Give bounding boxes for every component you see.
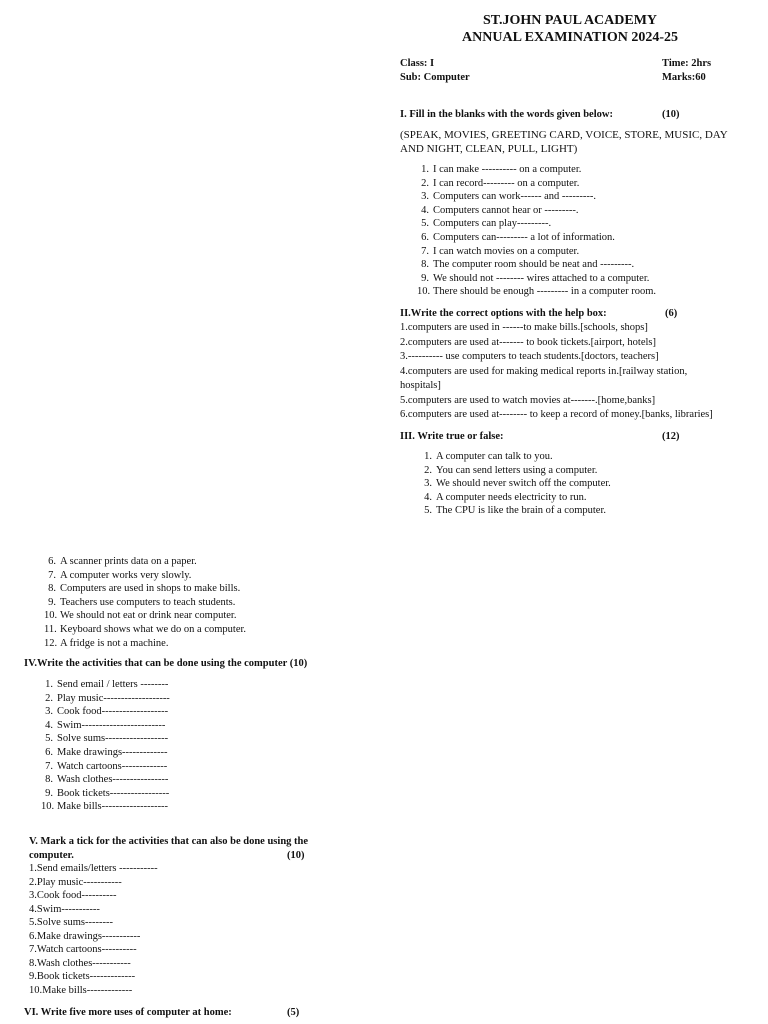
list-item: 5.computers are used to watch movies at-------.[home,banks] bbox=[400, 394, 656, 406]
list-item: 8. The computer room should be neat and ---------. bbox=[421, 259, 635, 271]
section5-heading: V. Mark a tick for the activities that can also be done using the bbox=[29, 836, 309, 847]
list-item: 6.Make drawings----------- bbox=[29, 930, 141, 942]
school-name: ST.JOHN PAUL ACADEMY bbox=[482, 13, 658, 28]
list-item: 7.Watch cartoons---------- bbox=[29, 944, 137, 955]
list-item: 7. A computer works very slowly. bbox=[48, 569, 192, 581]
list-item: 9. Teachers use computers to teach students. bbox=[48, 596, 236, 608]
list-item: 6. A scanner prints data on a paper. bbox=[48, 556, 197, 567]
list-item: 3.---------- use computers to teach students.[doctors, teachers] bbox=[400, 351, 659, 362]
list-item: 5. The CPU is like the brain of a computer. bbox=[424, 505, 607, 517]
list-item: 3. Cook food------------------- bbox=[45, 706, 169, 718]
list-item: 2.computers are used at------- to book tickets.[airport, hotels] bbox=[400, 336, 656, 348]
list-item: 2. Play music------------------- bbox=[45, 692, 170, 704]
section2-list bbox=[400, 321, 713, 423]
list-item: 3. Computers can work------ and ---------. bbox=[421, 191, 596, 203]
section5-list bbox=[29, 862, 158, 997]
list-item: 3.Cook food---------- bbox=[29, 890, 117, 901]
section3-marks: (12) bbox=[662, 431, 680, 442]
list-item: 6. Computers can--------- a lot of information. bbox=[421, 231, 615, 243]
list-item: 7. I can watch movies on a computer. bbox=[421, 245, 580, 257]
list-item: 1.computers are used in ------to make bills.[schools, shops] bbox=[400, 322, 648, 333]
list-item: 1. Send email / letters -------- bbox=[45, 679, 169, 690]
section3-heading: III. Write true or false: bbox=[400, 431, 504, 442]
section6-marks: (5) bbox=[287, 1007, 300, 1018]
list-item: 10.Make bills------------- bbox=[29, 984, 133, 996]
section2-marks: (6) bbox=[665, 308, 678, 319]
section1-heading: I. Fill in the blanks with the words given below: bbox=[400, 109, 613, 120]
section2-heading: II.Write the correct options with the help box: bbox=[400, 308, 607, 319]
section1-marks: (10) bbox=[662, 109, 680, 120]
exam-title: ANNUAL EXAMINATION 2024-25 bbox=[462, 30, 678, 45]
list-item: 2. You can send letters using a computer. bbox=[424, 464, 598, 476]
list-item: 4. Swim------------------------ bbox=[45, 719, 166, 731]
section3-list-a bbox=[420, 450, 611, 518]
section5-heading-cont: computer. bbox=[29, 850, 74, 861]
list-item: 10. There should be enough --------- in a computer room. bbox=[417, 286, 657, 298]
list-item: 6. Make drawings------------- bbox=[45, 746, 168, 758]
list-item: 10. Make bills------------------- bbox=[41, 801, 169, 813]
class-label: Class: I bbox=[400, 58, 435, 69]
list-item: 8. Computers are used in shops to make bills. bbox=[48, 583, 241, 595]
list-item: 7. Watch cartoons------------- bbox=[45, 760, 168, 772]
list-item: hospitals] bbox=[400, 380, 441, 391]
list-item: 4.computers are used for making medical reports in.[railway station, bbox=[400, 365, 688, 377]
list-item: 1. A computer can talk to you. bbox=[424, 451, 553, 462]
marks-label: Marks:60 bbox=[662, 72, 706, 83]
section1-list bbox=[417, 163, 656, 299]
list-item: 5. Computers can play---------. bbox=[421, 218, 552, 230]
list-item: 3. We should never switch off the computer. bbox=[424, 478, 611, 490]
list-item: 9. We should not -------- wires attached to a computer. bbox=[421, 272, 650, 284]
list-item: 8. Wash clothes---------------- bbox=[45, 774, 169, 786]
list-item: 12. A fridge is not a machine. bbox=[44, 637, 169, 649]
list-item: 9. Book tickets----------------- bbox=[45, 787, 170, 799]
word-bank-line-2: AND NIGHT, CLEAN, PULL, LIGHT) bbox=[400, 143, 578, 155]
list-item: 5.Solve sums-------- bbox=[29, 917, 113, 928]
list-item: 4.Swim----------- bbox=[29, 903, 100, 915]
list-item: 4. A computer needs electricity to run. bbox=[424, 491, 587, 503]
time-label: Time: 2hrs bbox=[662, 58, 712, 69]
list-item: 5. Solve sums------------------ bbox=[45, 733, 169, 745]
list-item: 8.Wash clothes----------- bbox=[29, 957, 131, 969]
section6-heading: VI. Write five more uses of computer at home: bbox=[24, 1007, 232, 1018]
list-item: 6.computers are used at-------- to keep a record of money.[banks, libraries] bbox=[400, 409, 713, 420]
list-item: 2. I can record--------- on a computer. bbox=[421, 177, 580, 189]
list-item: 4. Computers cannot hear or ---------. bbox=[421, 204, 579, 216]
list-item: 9.Book tickets------------- bbox=[29, 971, 136, 982]
list-item: 11. Keyboard shows what we do on a computer. bbox=[44, 623, 247, 635]
section5-marks: (10) bbox=[287, 850, 305, 861]
word-bank-line-1: (SPEAK, MOVIES, GREETING CARD, VOICE, STORE, MUSIC, DAY bbox=[400, 129, 728, 141]
section4-list bbox=[41, 678, 170, 814]
subject-label: Sub: Computer bbox=[400, 72, 470, 83]
list-item: 2.Play music----------- bbox=[29, 876, 122, 888]
section4-heading: IV.Write the activities that can be done using the computer (10) bbox=[24, 658, 308, 669]
list-item: 1. I can make ---------- on a computer. bbox=[421, 164, 582, 175]
section3-list-b bbox=[44, 555, 246, 650]
list-item: 1.Send emails/letters ----------- bbox=[29, 863, 158, 874]
list-item: 10. We should not eat or drink near computer. bbox=[44, 610, 237, 622]
